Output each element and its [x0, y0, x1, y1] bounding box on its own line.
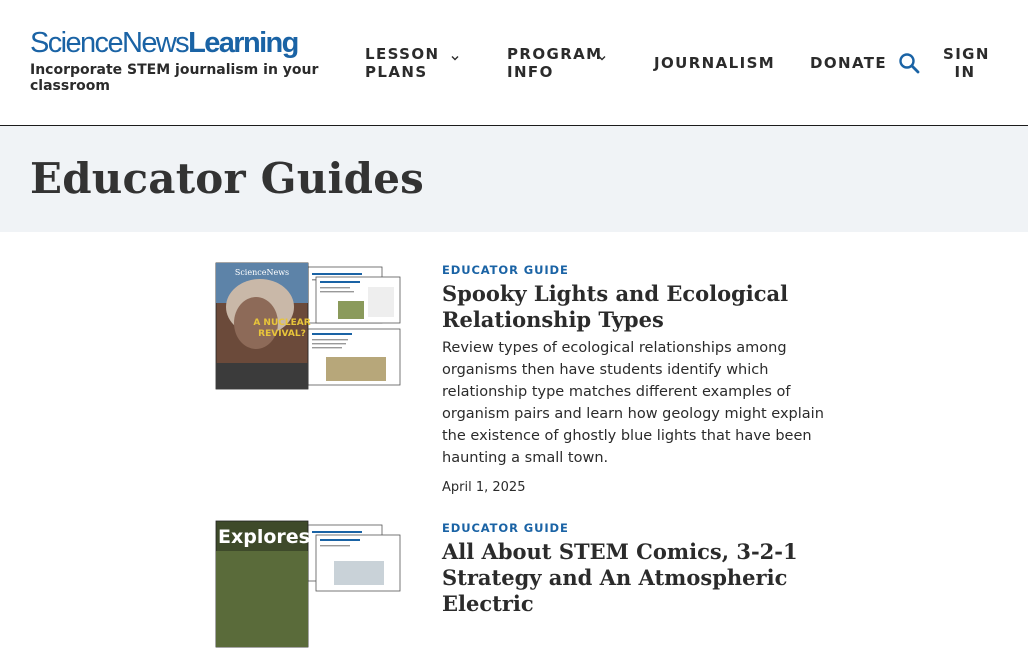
nav-program-info[interactable]: PROGRAM INFO: [507, 45, 603, 81]
site-logo[interactable]: [30, 28, 320, 94]
article-date: April 1, 2025: [442, 480, 526, 495]
svg-text:A NUCLEAR: A NUCLEAR: [253, 318, 311, 328]
svg-text:Explores: Explores: [218, 526, 310, 548]
nav-donate[interactable]: DONATE: [810, 54, 888, 72]
site-tagline: Incorporate STEM journalism in your classroom: [30, 62, 319, 94]
logo-science-news: ScienceNews: [30, 27, 189, 59]
site-header: [0, 0, 1028, 126]
article-card: [216, 263, 836, 503]
search-icon[interactable]: [898, 52, 920, 74]
article-summary: Review types of ecological relationships among organisms then have students identify which relationship type matches different examples of organism pairs and learn how geology might explain the existence of ghostly blue lights that have been haunting a small town.: [442, 340, 824, 466]
svg-text:REVIVAL?: REVIVAL?: [258, 329, 306, 339]
svg-text:ScienceNews: ScienceNews: [234, 268, 290, 277]
logo-learning: Learning: [188, 27, 298, 59]
nav-journalism[interactable]: JOURNALISM: [654, 54, 776, 72]
article-headline[interactable]: All About STEM Comics, 3-2-1 Strategy and An Atmospheric Electric: [442, 539, 798, 616]
article-category[interactable]: EDUCATOR GUIDE: [442, 521, 569, 535]
article-card: [216, 521, 836, 616]
chevron-down-icon[interactable]: [450, 53, 460, 63]
article-headline[interactable]: Spooky Lights and Ecological Relationship Types: [442, 281, 789, 332]
page-title: Educator Guides: [30, 154, 424, 203]
chevron-down-icon[interactable]: [597, 53, 607, 63]
article-thumbnail[interactable]: [216, 521, 400, 649]
article-thumbnail[interactable]: [216, 263, 400, 391]
article-category[interactable]: EDUCATOR GUIDE: [442, 263, 569, 277]
logo-wordmark[interactable]: [30, 28, 320, 58]
nav-sign-in[interactable]: SIGN IN: [943, 45, 990, 81]
nav-lesson-plans[interactable]: LESSON PLANS: [365, 45, 440, 81]
